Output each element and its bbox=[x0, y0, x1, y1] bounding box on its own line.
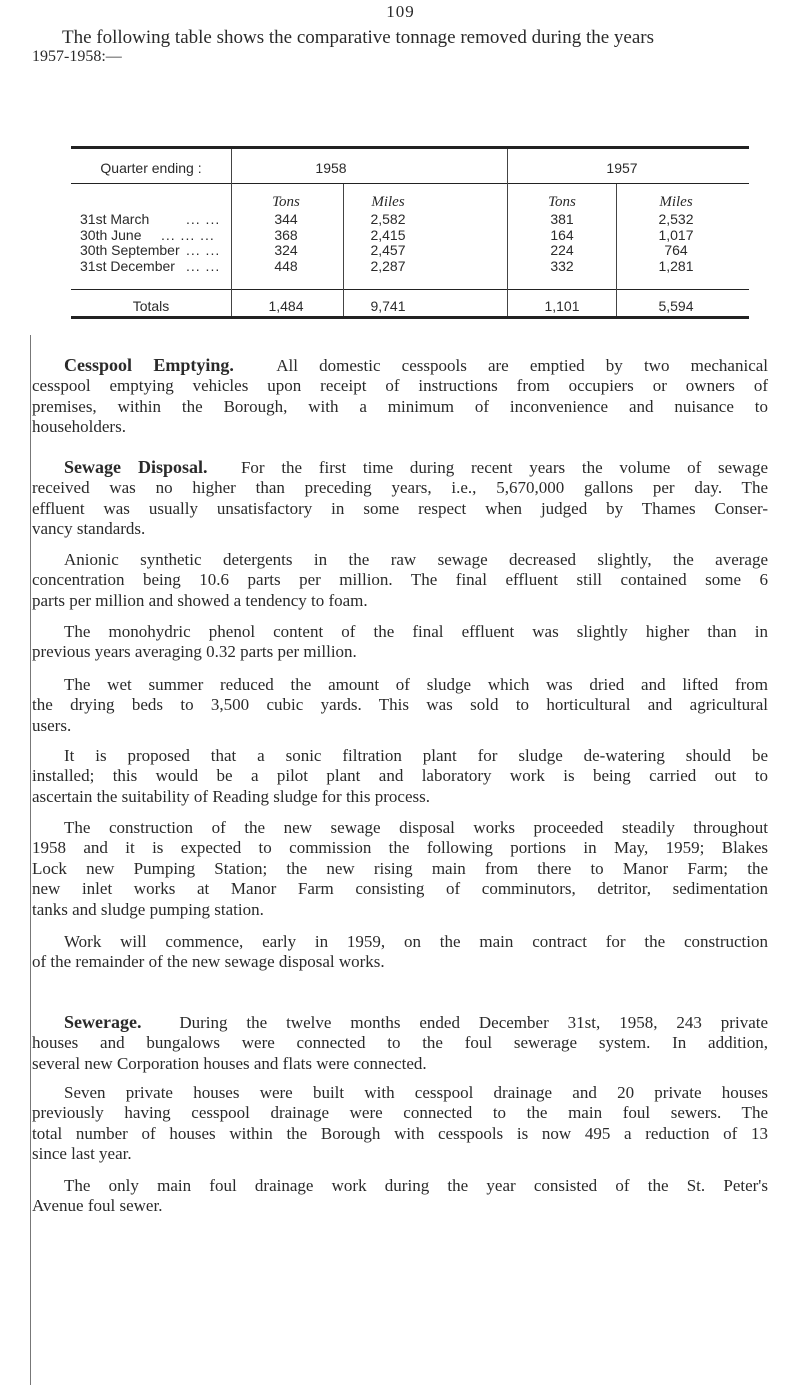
cell-tons-1957: 164 bbox=[550, 227, 574, 243]
unit-tons: Tons bbox=[272, 194, 300, 210]
row-leader-dots: ... ... ... bbox=[161, 227, 215, 243]
paragraph-line: vancy standards. bbox=[32, 519, 146, 539]
paragraph-line: During the twelve months ended December 31st, 1958, 243 private bbox=[179, 1013, 769, 1032]
intro-line-2: 1957-1958:— bbox=[32, 48, 122, 65]
table-header-rule bbox=[71, 183, 749, 184]
unit-miles: Miles bbox=[371, 194, 405, 210]
section-heading: Cesspool Emptying. bbox=[64, 355, 234, 375]
paragraph-main-drainage bbox=[32, 1176, 768, 1217]
paragraph-line: Avenue foul sewer. bbox=[32, 1196, 163, 1216]
paragraph-line: received was no higher than preceding years, i.e., 5,670,000 gallons per day. The bbox=[32, 478, 768, 498]
paragraph-sludge bbox=[32, 675, 768, 736]
paragraph-line: All domestic cesspools are emptied by two mechanical bbox=[276, 356, 769, 375]
cell-tons-1957: 224 bbox=[550, 242, 574, 258]
cell-miles-1957: 764 bbox=[664, 242, 688, 258]
cell-tons-1957: 332 bbox=[550, 258, 574, 274]
cell-tons-1958: 368 bbox=[274, 227, 298, 243]
paragraph-sonic-filtration bbox=[32, 746, 768, 807]
scan-margin-line bbox=[30, 335, 31, 1385]
paragraph-work-commence bbox=[32, 932, 768, 973]
paragraph-line: cesspool emptying vehicles upon receipt of instructions from occupiers or owners of bbox=[32, 376, 768, 396]
row-leader-dots: ... ... bbox=[186, 258, 221, 274]
unit-miles: Miles bbox=[659, 194, 693, 210]
paragraph-construction bbox=[32, 818, 768, 920]
paragraph-line: Lock new Pumping Station; the new rising main from there to Manor Farm; the bbox=[32, 858, 768, 878]
paragraph-line: For the first time during recent years the volume of sewage bbox=[240, 458, 768, 477]
paragraph-line: tanks and sludge pumping station. bbox=[32, 899, 264, 919]
page-number: 109 bbox=[386, 2, 415, 21]
row-leader-dots: ... ... bbox=[186, 242, 221, 258]
cell-miles-1957: 1,281 bbox=[658, 258, 694, 274]
paragraph-sewerage bbox=[32, 1012, 768, 1074]
row-leader-dots: ... ... bbox=[186, 211, 221, 227]
paragraph-line: since last year. bbox=[32, 1144, 132, 1164]
row-label: 31st December bbox=[80, 258, 175, 274]
paragraph-line: parts per million and showed a tendency to foam. bbox=[32, 590, 368, 610]
intro-line-1: The following table shows the comparative tonnage removed during the years bbox=[62, 27, 654, 48]
paragraph-line: householders. bbox=[32, 417, 126, 437]
totals-label: Totals bbox=[132, 298, 170, 314]
cell-miles-1957: 2,532 bbox=[658, 211, 694, 227]
paragraph-line: new inlet works at Manor Farm consisting of comminutors, detritor, sedimentation bbox=[32, 879, 768, 899]
total-tons-1958: 1,484 bbox=[268, 298, 304, 314]
paragraph-sewage-disposal bbox=[32, 457, 768, 540]
paragraph-line: concentration being 10.6 parts per million. The final effluent still contained some 6 bbox=[32, 570, 768, 590]
table-bottom-rule bbox=[71, 316, 749, 319]
column-header-1958: 1958 bbox=[315, 160, 347, 176]
paragraph-line: installed; this would be a pilot plant and laboratory work is being carried out to bbox=[32, 766, 768, 786]
paragraph-line: previous years averaging 0.32 parts per million. bbox=[32, 642, 357, 662]
total-miles-1958: 9,741 bbox=[370, 298, 406, 314]
paragraph-line: The wet summer reduced the amount of sludge which was dried and lifted from bbox=[64, 675, 768, 694]
cell-tons-1958: 344 bbox=[274, 211, 298, 227]
paragraph-line: The construction of the new sewage disposal works proceeded steadily throughout bbox=[64, 818, 768, 837]
paragraph-line: ascertain the suitability of Reading sludge for this process. bbox=[32, 786, 430, 806]
paragraph-line: The monohydric phenol content of the final effluent was slightly higher than in bbox=[64, 622, 768, 641]
cell-miles-1958: 2,287 bbox=[370, 258, 406, 274]
paragraph-line: effluent was usually unsatisfactory in some respect when judged by Thames Conser- bbox=[32, 498, 768, 518]
section-heading: Sewage Disposal. bbox=[64, 457, 208, 477]
paragraph-line: users. bbox=[32, 715, 72, 735]
paragraph-line: total number of houses within the Borough with cesspools is now 495 a reduction of 13 bbox=[32, 1123, 768, 1143]
total-tons-1957: 1,101 bbox=[544, 298, 580, 314]
row-label: 30th June bbox=[80, 227, 142, 243]
column-header-1957: 1957 bbox=[606, 160, 638, 176]
paragraph-phenol bbox=[32, 622, 768, 663]
paragraph-detergents bbox=[32, 550, 768, 611]
paragraph-line: Work will commence, early in 1959, on the main contract for the construction bbox=[64, 932, 768, 951]
paragraph-line: Seven private houses were built with cesspool drainage and 20 private houses bbox=[64, 1083, 768, 1102]
paragraph-line: 1958 and it is expected to commission the following portions in May, 1959; Blakes bbox=[32, 838, 768, 858]
paragraph-line: Anionic synthetic detergents in the raw sewage decreased slightly, the average bbox=[64, 550, 768, 569]
paragraph-line: The only main foul drainage work during the year consisted of the St. Peter's bbox=[64, 1176, 768, 1195]
cell-miles-1958: 2,457 bbox=[370, 242, 406, 258]
unit-tons: Tons bbox=[548, 194, 576, 210]
column-header-quarter: Quarter ending : bbox=[100, 160, 202, 176]
paragraph-line: previously having cesspool drainage were connected to the main foul sewers. The bbox=[32, 1103, 768, 1123]
cell-miles-1958: 2,415 bbox=[370, 227, 406, 243]
cell-tons-1958: 324 bbox=[274, 242, 298, 258]
intro-text bbox=[32, 28, 782, 66]
paragraph-line: of the remainder of the new sewage disposal works. bbox=[32, 952, 385, 972]
section-heading: Sewerage. bbox=[64, 1012, 142, 1032]
cell-miles-1958: 2,582 bbox=[370, 211, 406, 227]
table-top-rule bbox=[71, 146, 749, 149]
cell-tons-1958: 448 bbox=[274, 258, 298, 274]
cell-miles-1957: 1,017 bbox=[658, 227, 694, 243]
paragraph-line: several new Corporation houses and flats were connected. bbox=[32, 1053, 427, 1073]
row-label: 30th September bbox=[80, 242, 180, 258]
paragraph-line: the drying beds to 3,500 cubic yards. This was sold to horticultural and agricultural bbox=[32, 695, 768, 715]
paragraph-line: premises, within the Borough, with a minimum of inconvenience and nuisance to bbox=[32, 396, 768, 416]
paragraph-line: houses and bungalows were connected to the foul sewerage system. In addition, bbox=[32, 1033, 768, 1053]
paragraph-private-houses bbox=[32, 1083, 768, 1165]
cell-tons-1957: 381 bbox=[550, 211, 574, 227]
tonnage-table bbox=[71, 146, 749, 326]
row-label: 31st March bbox=[80, 211, 150, 227]
table-totals-rule bbox=[71, 289, 749, 290]
paragraph-line: It is proposed that a sonic filtration plant for sludge de-watering should be bbox=[64, 746, 768, 765]
paragraph-cesspool-emptying bbox=[32, 355, 768, 438]
total-miles-1957: 5,594 bbox=[658, 298, 694, 314]
